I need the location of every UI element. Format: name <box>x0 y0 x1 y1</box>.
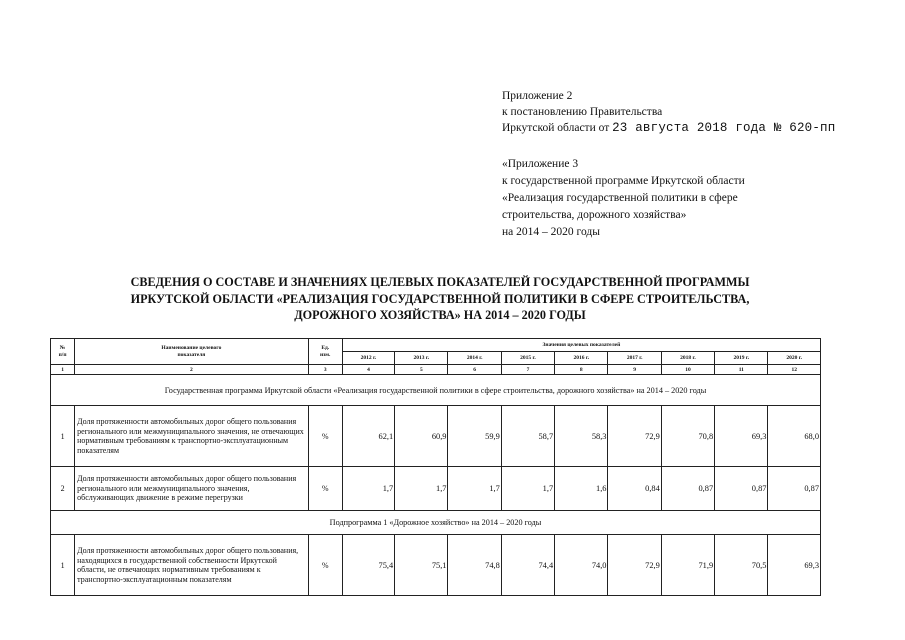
indicator-value: 1,7 <box>448 467 501 511</box>
indicator-value: 0,87 <box>715 467 768 511</box>
header-year: 2017 г. <box>608 352 661 365</box>
row-number: 1 <box>51 535 75 596</box>
indicator-unit: % <box>308 406 342 467</box>
indicator-value: 74,0 <box>555 535 608 596</box>
indicator-name: Доля протяженности автомобильных дорог общего пользования регионального или межмуниципального значения, обслуживающих движение в режиме перегрузки <box>75 467 308 511</box>
header-year: 2019 г. <box>715 352 768 365</box>
indicator-value: 62,1 <box>342 406 394 467</box>
column-number: 3 <box>308 365 342 375</box>
indicator-value: 70,5 <box>715 535 768 596</box>
column-number: 10 <box>661 365 714 375</box>
sub-appendix-line-5: на 2014 – 2020 годы <box>502 226 600 238</box>
indicator-unit: % <box>308 535 342 596</box>
sub-appendix-line-2: к государственной программе Иркутской области <box>502 175 745 187</box>
indicator-value: 69,3 <box>715 406 768 467</box>
column-number: 9 <box>608 365 661 375</box>
column-number: 1 <box>51 365 75 375</box>
column-number: 12 <box>768 365 821 375</box>
header-values-group: Значения целевых показателей <box>342 339 820 352</box>
header-no: № п/п <box>51 339 75 365</box>
indicator-value: 74,4 <box>501 535 554 596</box>
indicator-value: 0,87 <box>661 467 714 511</box>
column-number: 4 <box>342 365 394 375</box>
appendix-header <box>502 88 835 136</box>
title-line-2: ИРКУТСКОЙ ОБЛАСТИ «РЕАЛИЗАЦИЯ ГОСУДАРСТВЕННОЙ ПОЛИТИКИ В СФЕРЕ СТРОИТЕЛЬСТВА, <box>130 291 750 306</box>
table-row <box>51 467 821 511</box>
indicator-value: 0,84 <box>608 467 661 511</box>
header-year: 2012 г. <box>342 352 394 365</box>
sub-appendix-line-1: «Приложение 3 <box>502 158 579 170</box>
program-section-title: Государственная программа Иркутской области «Реализация государственной политики в сфере строительства, дорожного хозяйства» на 2014 – 2020 годы <box>51 375 821 406</box>
header-name: Наименование целевого показателя <box>75 339 308 365</box>
resolution-date-number: 23 августа 2018 года № 620-пп <box>612 121 836 135</box>
appendix-line-2: к постановлению Правительства <box>502 106 663 118</box>
indicator-value: 68,0 <box>768 406 821 467</box>
indicator-value: 75,4 <box>342 535 394 596</box>
header-year: 2020 г. <box>768 352 821 365</box>
sub-appendix-line-3: «Реализация государственной политики в сфере <box>502 192 738 204</box>
column-number: 2 <box>75 365 308 375</box>
subprogram-section-title: Подпрограмма 1 «Дорожное хозяйство» на 2014 – 2020 годы <box>51 511 821 535</box>
indicator-unit: % <box>308 467 342 511</box>
header-year: 2015 г. <box>501 352 554 365</box>
indicator-value: 58,3 <box>555 406 608 467</box>
table-row <box>51 535 821 596</box>
indicator-value: 59,9 <box>448 406 501 467</box>
column-number-row <box>51 365 821 375</box>
appendix-line-3-prefix: Иркутской области от <box>502 122 610 134</box>
column-number: 6 <box>448 365 501 375</box>
sub-appendix-line-4: строительства, дорожного хозяйства» <box>502 209 687 221</box>
column-number: 11 <box>715 365 768 375</box>
table-row <box>51 406 821 467</box>
header-year: 2014 г. <box>448 352 501 365</box>
row-number: 2 <box>51 467 75 511</box>
indicator-value: 1,7 <box>501 467 554 511</box>
appendix-line-1: Приложение 2 <box>502 90 573 102</box>
indicator-value: 72,9 <box>608 535 661 596</box>
column-number: 8 <box>555 365 608 375</box>
subprogram-section-row <box>51 511 821 535</box>
indicator-value: 58,7 <box>501 406 554 467</box>
indicator-value: 69,3 <box>768 535 821 596</box>
appendix-line-3 <box>502 120 835 136</box>
document-title <box>60 274 820 324</box>
title-line-1: СВЕДЕНИЯ О СОСТАВЕ И ЗНАЧЕНИЯХ ЦЕЛЕВЫХ ПОКАЗАТЕЛЕЙ ГОСУДАРСТВЕННОЙ ПРОГРАММЫ <box>130 275 750 289</box>
indicator-name: Доля протяженности автомобильных дорог общего пользования регионального или межмуниципального значения, не отвечающих нормативным требованиям к транспортно-эксплуатационным показателям <box>75 406 308 467</box>
indicator-value: 70,8 <box>661 406 714 467</box>
title-line-3: ДОРОЖНОГО ХОЗЯЙСТВА» НА 2014 – 2020 ГОДЫ <box>294 308 586 322</box>
indicator-value: 1,7 <box>395 467 448 511</box>
indicator-value: 60,9 <box>395 406 448 467</box>
row-number: 1 <box>51 406 75 467</box>
indicator-value: 72,9 <box>608 406 661 467</box>
header-year: 2016 г. <box>555 352 608 365</box>
indicator-value: 1,7 <box>342 467 394 511</box>
indicator-value: 1,6 <box>555 467 608 511</box>
indicator-value: 0,87 <box>768 467 821 511</box>
column-number: 7 <box>501 365 554 375</box>
indicator-value: 75,1 <box>395 535 448 596</box>
program-section-row <box>51 375 821 406</box>
indicator-name: Доля протяженности автомобильных дорог общего пользования, находящихся в государственной собственности Иркутской области, не отвечающих нормативным требованиям к транспортно-эксплуатационным показателям <box>75 535 308 596</box>
header-unit: Ед. изм. <box>308 339 342 365</box>
indicator-value: 74,8 <box>448 535 501 596</box>
table-header-row <box>51 339 821 352</box>
indicator-value: 71,9 <box>661 535 714 596</box>
sub-appendix-header <box>502 156 745 241</box>
header-year: 2013 г. <box>395 352 448 365</box>
indicators-table <box>50 338 821 596</box>
header-year: 2018 г. <box>661 352 714 365</box>
column-number: 5 <box>395 365 448 375</box>
